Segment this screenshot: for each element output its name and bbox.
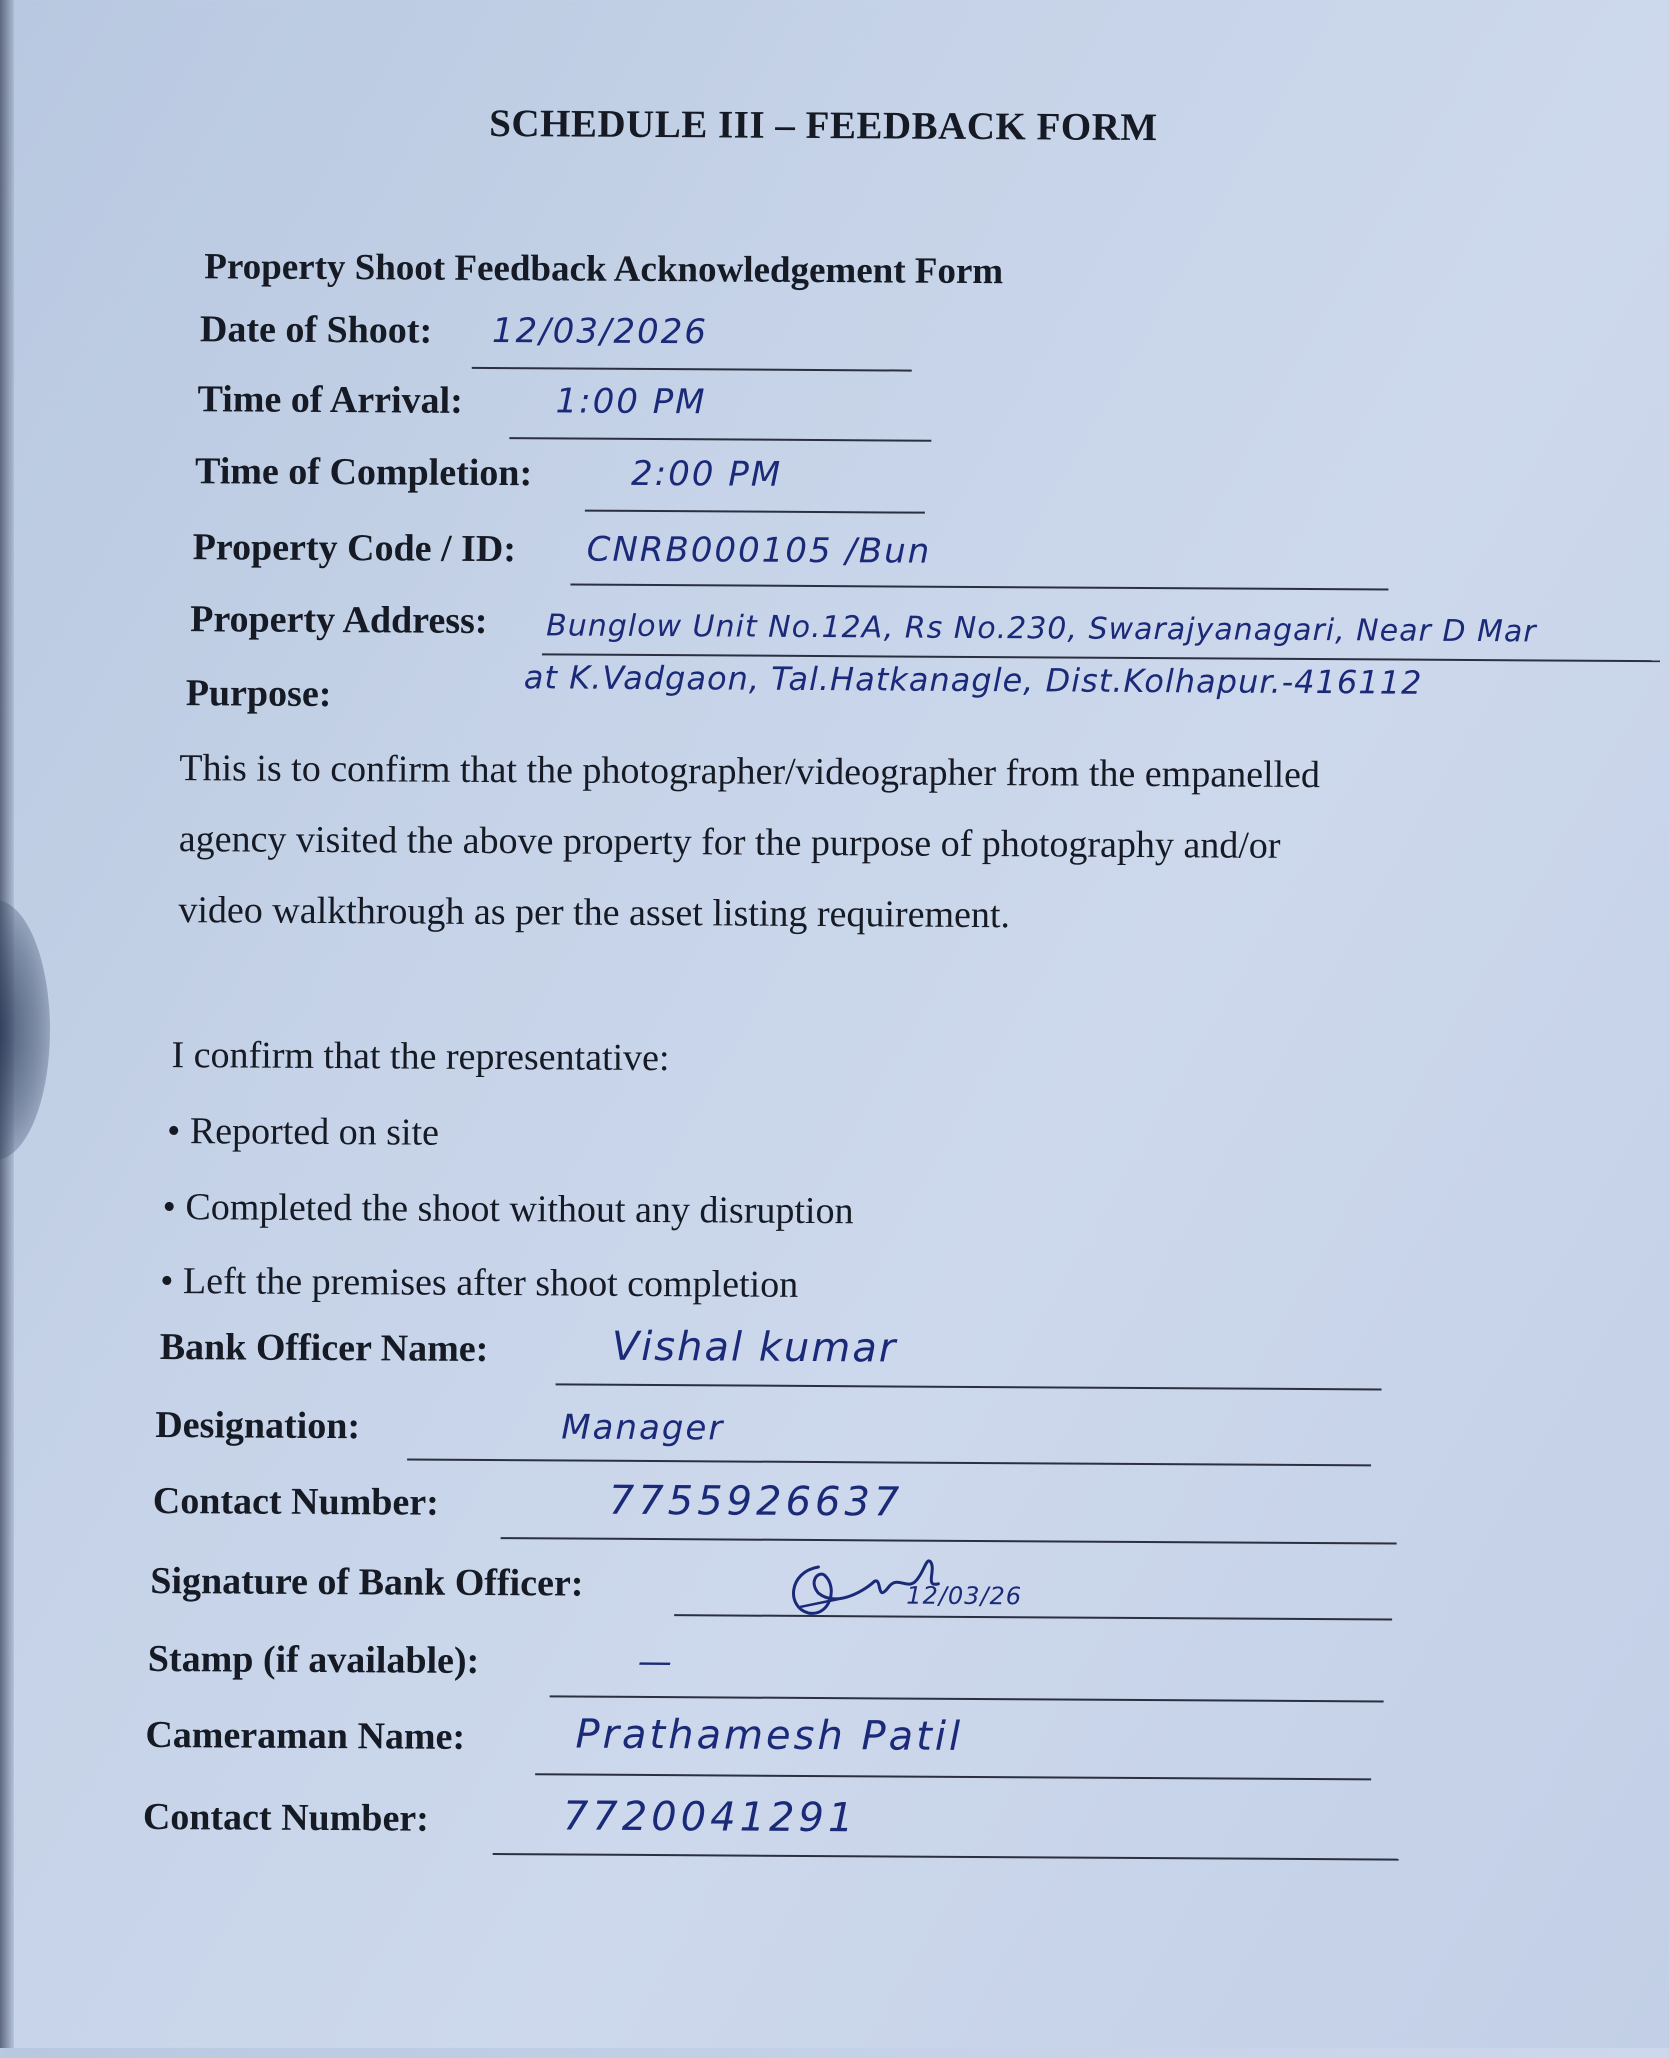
officer-contact-value: 7755926637 [608, 1477, 904, 1526]
designation-label: Designation: [155, 1403, 361, 1448]
officer-contact-label: Contact Number: [152, 1479, 439, 1524]
bank-officer-name-line [556, 1383, 1382, 1390]
paragraph-line: video walkthrough as per the asset listing requirement. [178, 889, 1011, 937]
time-of-arrival-row [197, 371, 937, 436]
time-of-arrival-line [509, 437, 931, 442]
property-address-line1: Bunglow Unit No.12A, Rs No.230, Swarajyanagari, Near D Mar [546, 608, 1537, 650]
confirm-intro: I confirm that the representative: [171, 1034, 670, 1080]
cameraman-name-value: Prathamesh Patil [575, 1711, 964, 1760]
form-title: SCHEDULE III – FEEDBACK FORM [489, 101, 1158, 150]
date-of-shoot-line [472, 367, 912, 372]
bank-officer-name-row [160, 1319, 1390, 1387]
signature-date: 12/03/26 [906, 1581, 1023, 1611]
cameraman-contact-row [143, 1789, 1413, 1857]
date-of-shoot-row [200, 301, 920, 365]
time-of-completion-value: 2:00 PM [630, 453, 783, 495]
time-of-completion-row [195, 443, 935, 508]
cameraman-contact-value: 7720041291 [562, 1793, 858, 1842]
designation-value: Manager [561, 1407, 725, 1449]
cameraman-contact-label: Contact Number: [142, 1795, 430, 1840]
officer-contact-line [501, 1537, 1397, 1544]
designation-line [407, 1459, 1371, 1467]
cameraman-name-label: Cameraman Name: [145, 1713, 466, 1758]
stamp-row [148, 1631, 1398, 1699]
date-of-shoot-value: 12/03/2026 [491, 311, 709, 353]
purpose-row [186, 665, 586, 727]
bullet-left-premises: • Left the premises after shoot completion [160, 1260, 799, 1306]
time-of-arrival-value: 1:00 PM [555, 381, 707, 423]
property-address-line2: at K.Vadgaon, Tal.Hatkanagle, Dist.Kolhapur.-416112 [523, 658, 1423, 702]
confirmation-paragraph [178, 733, 1499, 954]
paragraph-line: This is to confirm that the photographer/videographer from the empanelled [179, 747, 1321, 797]
stamp-value: — [637, 1641, 674, 1683]
time-of-completion-line [585, 510, 925, 514]
officer-contact-row [153, 1473, 1403, 1541]
property-address-label: Property Address: [190, 598, 488, 642]
signature-row [150, 1553, 1400, 1621]
cameraman-name-line [535, 1773, 1371, 1780]
property-address-row [190, 591, 1660, 660]
bullet-reported-on-site: • Reported on site [166, 1110, 440, 1154]
paragraph-line: agency visited the above property for the purpose of photography and/or [178, 818, 1281, 867]
bullet-completed-shoot: • Completed the shoot without any disruption [162, 1186, 854, 1233]
form-subtitle: Property Shoot Feedback Acknowledgement Form [204, 246, 1004, 293]
time-of-arrival-label: Time of Arrival: [197, 378, 463, 422]
purpose-label: Purpose: [185, 672, 332, 716]
cameraman-contact-line [493, 1853, 1399, 1861]
property-code-label: Property Code / ID: [192, 526, 517, 571]
signature-label: Signature of Bank Officer: [150, 1559, 584, 1605]
property-code-line [570, 583, 1388, 590]
date-of-shoot-label: Date of Shoot: [199, 308, 433, 352]
cameraman-name-row [145, 1707, 1395, 1775]
property-code-row [192, 519, 1392, 586]
designation-row [155, 1397, 1385, 1465]
bank-officer-name-value: Vishal kumar [611, 1323, 898, 1372]
stamp-line [550, 1695, 1384, 1702]
stamp-label: Stamp (if available): [147, 1637, 480, 1682]
handwritten-signature [778, 1547, 978, 1628]
property-code-value: CNRB000105 /Bun [586, 529, 932, 572]
time-of-completion-label: Time of Completion: [194, 450, 533, 495]
bank-officer-name-label: Bank Officer Name: [159, 1326, 489, 1371]
